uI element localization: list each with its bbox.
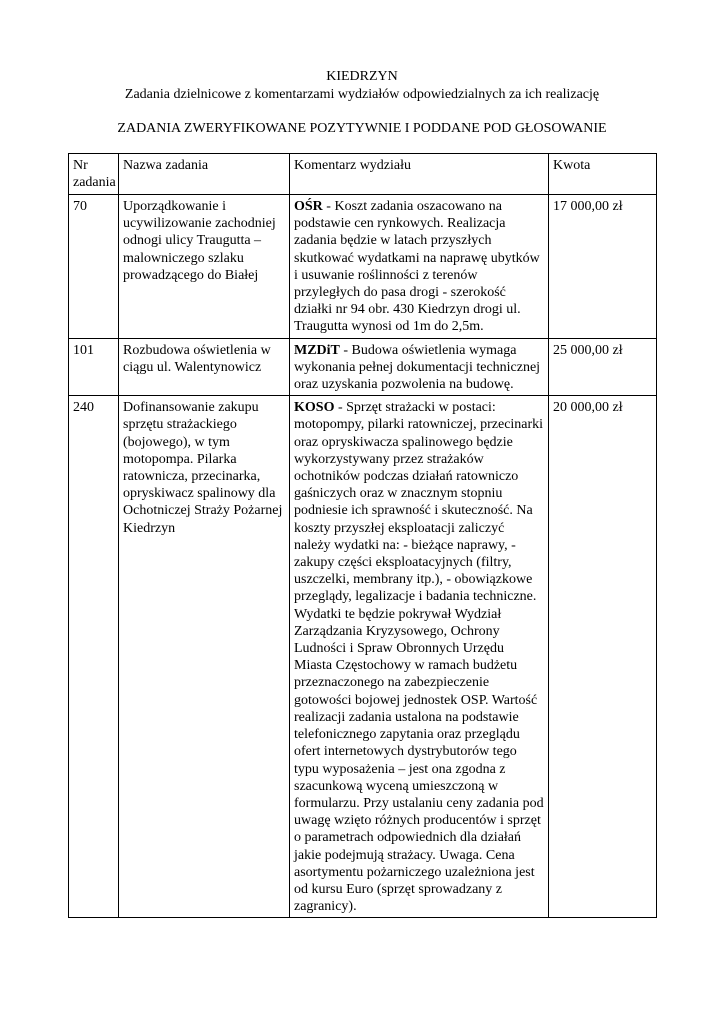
- task-number: 70: [69, 195, 119, 339]
- department-code: OŚR: [294, 199, 323, 214]
- comment-text: - Koszt zadania oszacowano na podstawie cen rynkowych. Realizacja zadania będzie w latach przyszłych skutkować wydatkami na naprawę ubytków i usuwanie roślinności z terenów przyległych do pasa drogi - szerokość działki nr 94 obr. 430 Kiedrzyn drogi ul. Traugutta wynosi od 1m do 2,5m.: [294, 199, 540, 335]
- document-subtitle: Zadania dzielnicowe z komentarzami wydziałów odpowiedzialnych za ich realizację: [124, 87, 600, 102]
- table-row: [69, 338, 657, 396]
- department-comment: [290, 195, 549, 339]
- table-row: [69, 195, 657, 339]
- department-comment: [290, 338, 549, 396]
- table-header-row: [69, 154, 657, 195]
- column-header-name: Nazwa zadania: [119, 154, 290, 195]
- task-name: Uporządkowanie i ucywilizowanie zachodniej odnogi ulicy Traugutta – malowniczego szlaku prowadzącego do Białej: [119, 195, 290, 339]
- tasks-table: [68, 153, 657, 918]
- document-title: KIEDRZYN: [326, 69, 398, 84]
- task-name: Rozbudowa oświetlenia w ciągu ul. Walentynowicz: [119, 338, 290, 396]
- task-number: 240: [69, 396, 119, 918]
- task-number: 101: [69, 338, 119, 396]
- task-amount: 17 000,00 zł: [549, 195, 657, 339]
- department-code: KOSO: [294, 400, 335, 416]
- task-amount: 25 000,00 zł: [549, 338, 657, 396]
- column-header-comment: Komentarz wydziału: [290, 154, 549, 195]
- task-amount: 20 000,00 zł: [549, 396, 657, 918]
- task-name: Dofinansowanie zakupu sprzętu strażackiego (bojowego), w tym motopompa. Pilarka ratownicza, przecinarka, opryskiwacz spalinowy dla Ochotniczej Straży Pożarnej Kiedrzyn: [119, 396, 290, 918]
- table-row: [69, 396, 657, 918]
- column-header-nr: Nr zadania: [69, 154, 119, 195]
- comment-text: - Budowa oświetlenia wymaga wykonania pełnej dokumentacji technicznej oraz uzyskania pozwolenia na budowę.: [294, 342, 541, 393]
- comment-text: - Sprzęt strażacki w postaci: motopompy, pilarki ratowniczej, przecinarki oraz opryskiwacza spalinowego będzie wykorzystywany przez strażaków ochotników podczas działań ratowniczo gaśniczych oraz w znacznym stopniu podniesie ich sprawność i skuteczność. Na koszty przyszłej eksploatacji zaliczyć należy wydatki na: - bieżące naprawy, - zakupy części eksploatacyjnych (filtry, uszczelki, membrany itp.), - obowiązkowe przeglądy, legalizacje i badania techniczne. Wydatki te będzie pokrywał Wydział Zarządzania Kryzysowego, Ochrony Ludności i Spraw Obronnych Urzędu Miasta Częstochowy w ramach budżetu przeznaczonego na zabezpieczenie gotowości bojowej jednostek OSP. Wartość realizacji zadania ustalona na podstawie telefonicznego zapytania oraz przeglądu ofert internetowych dystrybutorów tego typu wyposażenia – jest ona zgodna z szacunkową wyceną umieszczoną w formularzu. Przy ustalaniu ceny zadania pod uwagę wzięto różnych producentów i sprzęt o parametrach odpowiednich dla działań jakie podejmują strażacy. Uwaga. Cena asortymentu pożarniczego uzależniona jest od kursu Euro (sprzęt sprowadzany z zagranicy).: [294, 400, 544, 915]
- column-header-amount: Kwota: [549, 154, 657, 195]
- department-comment: [290, 396, 549, 918]
- department-code: MZDiT: [294, 342, 340, 358]
- section-heading: ZADANIA ZWERYFIKOWANE POZYTYWNIE I PODDANE POD GŁOSOWANIE: [117, 121, 607, 136]
